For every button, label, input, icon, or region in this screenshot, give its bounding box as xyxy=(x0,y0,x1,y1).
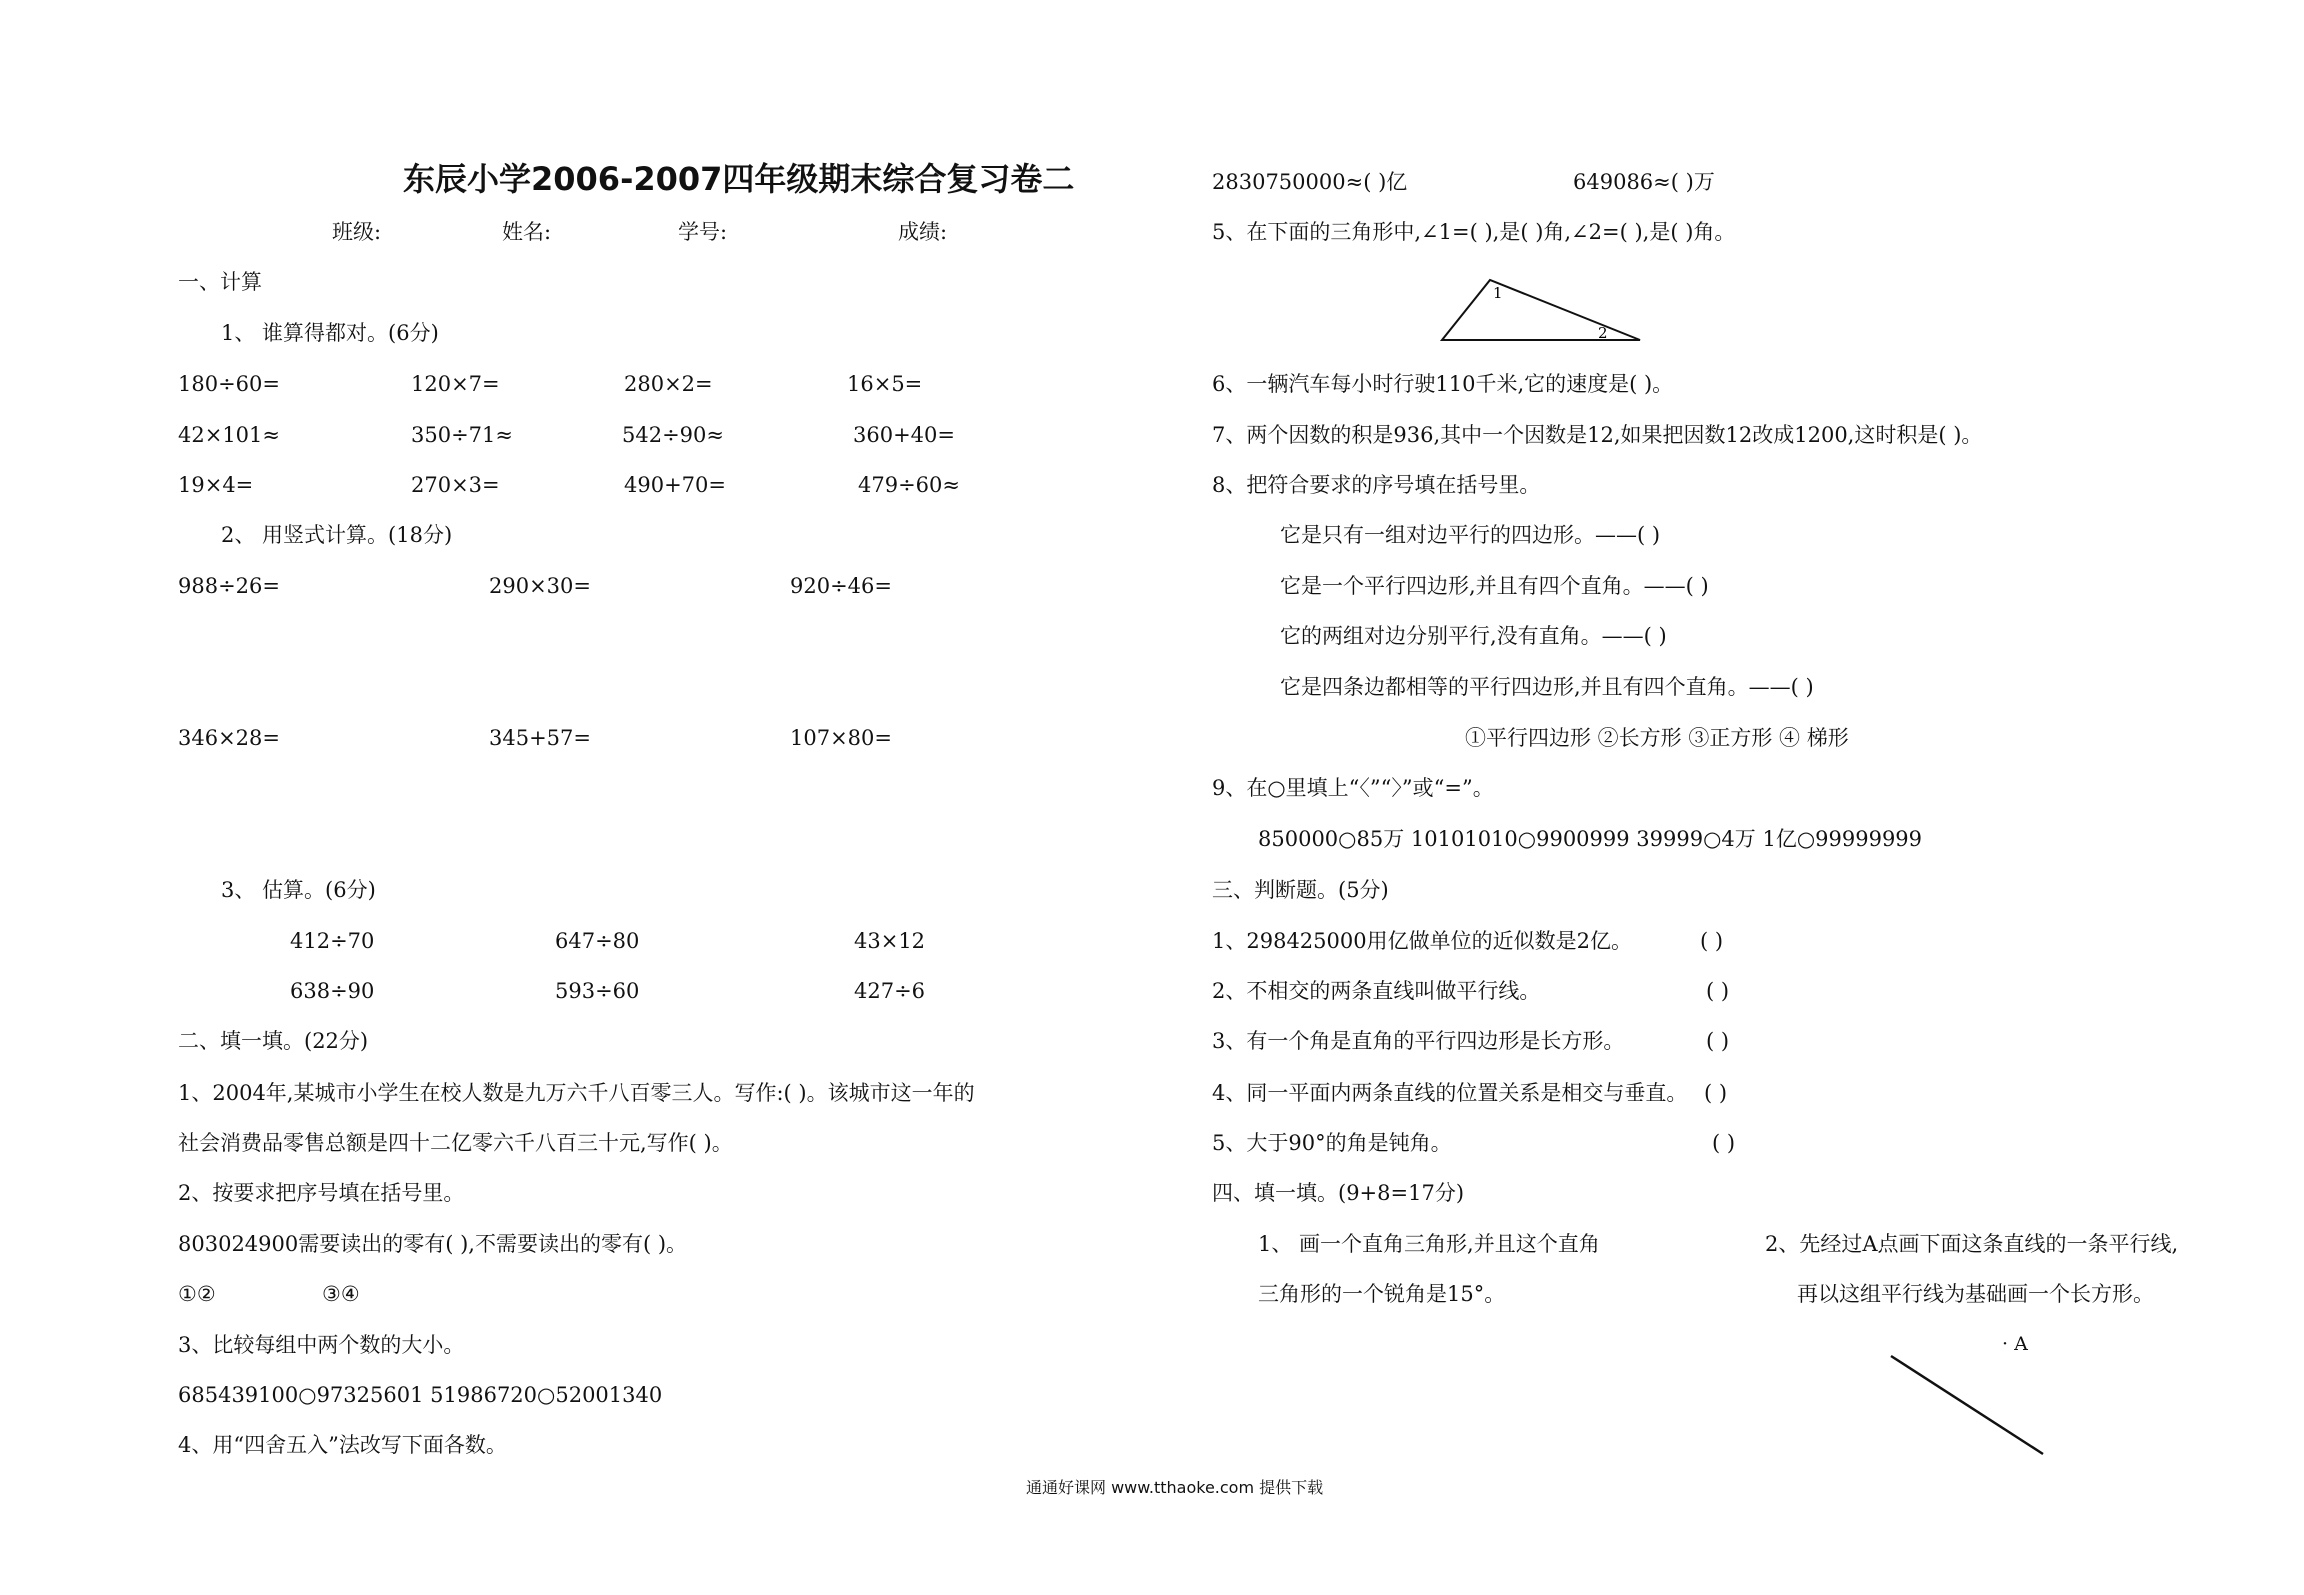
angle-2-label: 2 xyxy=(1598,324,1608,342)
oral-problem: 360+40= xyxy=(853,423,955,447)
fill-question-1-line2: 社会消费品零售总额是四十二亿零六千八百三十元,写作( )。 xyxy=(178,1131,733,1155)
question-1-1: 1、 谁算得都对。(6分) xyxy=(221,321,439,345)
judge-statement: 4、同一平面内两条直线的位置关系是相交与垂直。 xyxy=(1212,1081,1688,1105)
fill-question-3: 3、比较每组中两个数的大小。 xyxy=(178,1333,465,1357)
footer-credit: 通通好课网 www.tthaoke.com 提供下载 xyxy=(1026,1478,1324,1497)
judge-answer-box: ( ) xyxy=(1704,1081,1728,1105)
estimate-problem: 647÷80 xyxy=(555,929,640,953)
judge-answer-box: ( ) xyxy=(1706,979,1730,1003)
given-line xyxy=(1891,1356,2043,1454)
drawing-task-2-line2: 再以这组平行线为基础画一个长方形。 xyxy=(1797,1282,2154,1306)
fill-question-9: 9、在○里填上“〈”“〉”或“=”。 xyxy=(1212,776,1494,800)
judge-answer-box: ( ) xyxy=(1700,929,1724,953)
fill-question-3-line: 685439100○97325601 51986720○52001340 xyxy=(178,1383,663,1407)
judge-answer-box: ( ) xyxy=(1706,1029,1730,1053)
approx-item: 649086≈( )万 xyxy=(1573,170,1715,194)
given-line-figure xyxy=(1885,1350,2055,1460)
fill-question-6: 6、一辆汽车每小时行驶110千米,它的速度是( )。 xyxy=(1212,372,1674,396)
estimate-problem: 638÷90 xyxy=(290,979,375,1003)
triangle-shape xyxy=(1442,280,1640,340)
estimate-problem: 427÷6 xyxy=(854,979,926,1003)
estimate-problem: 412÷70 xyxy=(290,929,375,953)
oral-problem: 180÷60= xyxy=(178,372,280,396)
oral-problem: 19×4= xyxy=(178,473,254,497)
shape-options: ①平行四边形 ②长方形 ③正方形 ④ 梯形 xyxy=(1465,726,1849,750)
oral-problem: 280×2= xyxy=(624,372,713,396)
vertical-problem: 345+57= xyxy=(489,726,591,750)
fill-question-1-line1: 1、2004年,某城市小学生在校人数是九万六千八百零三人。写作:( )。该城市这一年的 xyxy=(178,1081,975,1105)
fill-question-4: 4、用“四舍五入”法改写下面各数。 xyxy=(178,1433,507,1457)
shape-statement: 它是只有一组对边平行的四边形。——( ) xyxy=(1280,523,1661,547)
fill-question-2-option: ①② xyxy=(178,1282,216,1306)
drawing-task-1-line2: 三角形的一个锐角是15°。 xyxy=(1258,1282,1506,1306)
oral-problem: 270×3= xyxy=(411,473,500,497)
point-a-label: · A xyxy=(2002,1333,2028,1355)
shape-statement: 它是一个平行四边形,并且有四个直角。——( ) xyxy=(1280,574,1709,598)
section-4-heading: 四、填一填。(9+8=17分) xyxy=(1212,1181,1465,1205)
fill-question-8: 8、把符合要求的序号填在括号里。 xyxy=(1212,473,1541,497)
name-field-label: 姓名: xyxy=(502,220,552,244)
score-field-label: 成绩: xyxy=(898,220,948,244)
vertical-problem: 920÷46= xyxy=(790,574,892,598)
judge-answer-box: ( ) xyxy=(1712,1131,1736,1155)
oral-problem: 542÷90≈ xyxy=(622,423,724,447)
fill-question-7: 7、两个因数的积是936,其中一个因数是12,如果把因数12改成1200,这时积是( )。 xyxy=(1212,423,1983,447)
oral-problem: 120×7= xyxy=(411,372,500,396)
class-field-label: 班级: xyxy=(332,220,382,244)
fill-question-2-line: 803024900需要读出的零有( ),不需要读出的零有( )。 xyxy=(178,1232,688,1256)
vertical-problem: 107×80= xyxy=(790,726,892,750)
oral-problem: 16×5= xyxy=(847,372,923,396)
oral-problem: 42×101≈ xyxy=(178,423,280,447)
question-1-2: 2、 用竖式计算。(18分) xyxy=(221,523,453,547)
estimate-problem: 43×12 xyxy=(854,929,926,953)
shape-statement: 它的两组对边分别平行,没有直角。——( ) xyxy=(1280,624,1667,648)
fill-question-2: 2、按要求把序号填在括号里。 xyxy=(178,1181,465,1205)
vertical-problem: 346×28= xyxy=(178,726,280,750)
oral-problem: 490+70= xyxy=(624,473,726,497)
judge-statement: 3、有一个角是直角的平行四边形是长方形。 xyxy=(1212,1029,1625,1053)
shape-statement: 它是四条边都相等的平行四边形,并且有四个直角。——( ) xyxy=(1280,675,1814,699)
page-title: 东辰小学2006-2007四年级期末综合复习卷二 xyxy=(403,160,1075,198)
estimate-problem: 593÷60 xyxy=(555,979,640,1003)
approx-item: 2830750000≈( )亿 xyxy=(1212,170,1408,194)
section-2-heading: 二、填一填。(22分) xyxy=(178,1029,369,1053)
vertical-problem: 988÷26= xyxy=(178,574,280,598)
compare-line: 850000○85万 10101010○9900999 39999○4万 1亿○99999999 xyxy=(1258,827,1923,851)
triangle-figure xyxy=(1430,272,1650,347)
section-1-heading: 一、计算 xyxy=(178,270,262,294)
fill-question-5: 5、在下面的三角形中,∠1=( ),是( )角,∠2=( ),是( )角。 xyxy=(1212,220,1736,244)
drawing-task-1-line1: 1、 画一个直角三角形,并且这个直角 xyxy=(1258,1232,1600,1256)
drawing-task-2-line1: 2、先经过A点画下面这条直线的一条平行线, xyxy=(1765,1232,2179,1256)
question-1-3: 3、 估算。(6分) xyxy=(221,878,376,902)
oral-problem: 479÷60≈ xyxy=(858,473,960,497)
student-id-field-label: 学号: xyxy=(678,220,728,244)
fill-question-2-option: ③④ xyxy=(322,1282,360,1306)
angle-1-label: 1 xyxy=(1493,284,1503,302)
judge-statement: 5、大于90°的角是钝角。 xyxy=(1212,1131,1452,1155)
oral-problem: 350÷71≈ xyxy=(411,423,513,447)
judge-statement: 1、298425000用亿做单位的近似数是2亿。 xyxy=(1212,929,1632,953)
vertical-problem: 290×30= xyxy=(489,574,591,598)
judge-statement: 2、不相交的两条直线叫做平行线。 xyxy=(1212,979,1541,1003)
section-3-heading: 三、判断题。(5分) xyxy=(1212,878,1389,902)
